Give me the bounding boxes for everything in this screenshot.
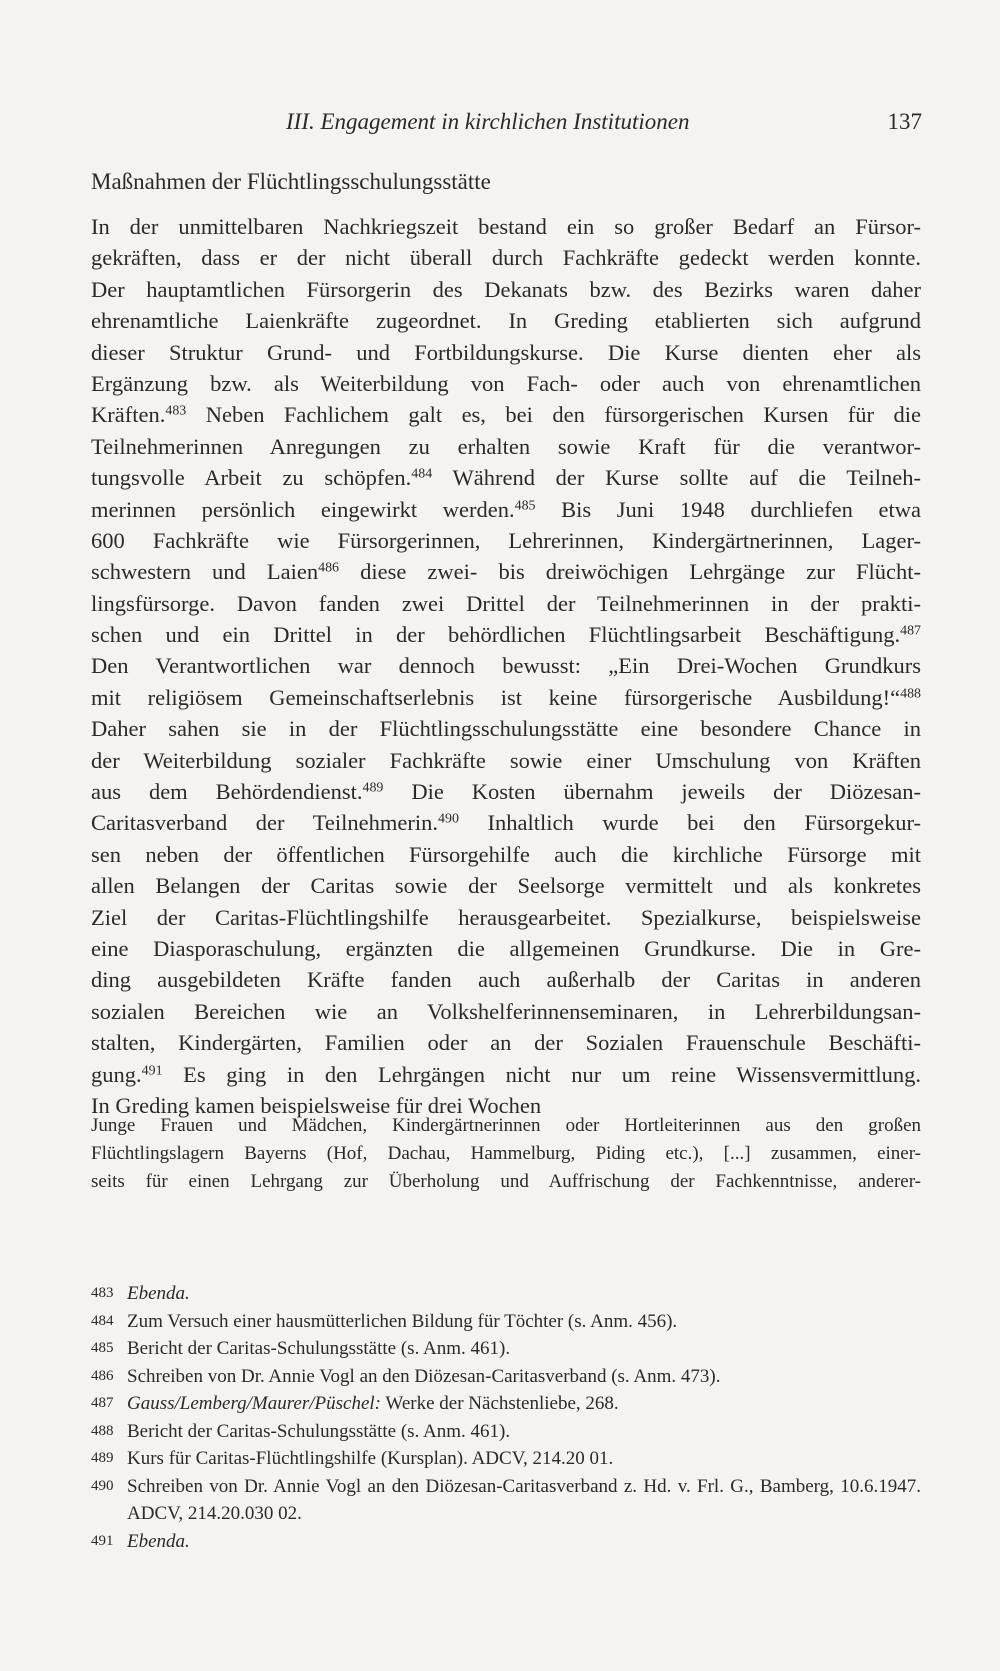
footnote-ref: 489 [362, 780, 384, 796]
running-title: III. Engagement in kirchlichen Institutionen [286, 109, 690, 134]
footnote-number: 488 [91, 1422, 114, 1439]
footnote [91, 1390, 921, 1418]
body-line: mit religiösem Gemeinschaftserlebnis ist keine fürsorgerische Ausbildung!“$^{488}$ [91, 684, 921, 710]
footnote-text: Zum Versuch einer hausmütterlichen Bildung für Töchter (s. Anm. 456). [127, 1310, 678, 1332]
body-line: tungsvolle Arbeit zu schöpfen.$^{484}$ Während der Kurse sollte auf die Teilneh- [91, 465, 921, 491]
body-line: Teilnehmerinnen Anregungen zu erhalten sowie Kraft für die verantwor- [91, 433, 921, 459]
body-line: lingsfürsorge. Davon fanden zwei Drittel der Teilnehmerinnen in der prakti- [91, 590, 921, 616]
footnote-text [127, 1528, 921, 1556]
footnote [91, 1445, 921, 1473]
section-heading: Maßnahmen der Flüchtlingsschulungsstätte [91, 169, 491, 194]
body-line: aus dem Behördendienst.$^{489}$ Die Kosten übernahm jeweils der Diözesan- [91, 779, 921, 805]
body-line: Den Verantwortlichen war dennoch bewusst: „Ein Drei-Wochen Grundkurs [91, 653, 921, 679]
body-line: Der hauptamtlichen Fürsorgerin des Dekanats bzw. des Bezirks waren daher [91, 276, 921, 302]
running-header [286, 104, 922, 140]
footnote [91, 1280, 921, 1308]
footnote-number: 490 [91, 1477, 114, 1494]
footnote-author: Gauss/Lemberg/Maurer/Püschel: [127, 1393, 382, 1414]
footnote-text: Kurs für Caritas-Flüchtlingshilfe (Kursplan). ADCV, 214.20 01. [127, 1448, 614, 1469]
footnote [91, 1363, 921, 1391]
footnote-text: Bericht der Caritas-Schulungsstätte (s. Anm. 461). [127, 1420, 511, 1442]
body-line: sen neben der öffentlichen Fürsorgehilfe auch die kirchliche Fürsorge mit [91, 841, 921, 867]
body-line: sozialen Bereichen wie an Volkshelferinnenseminaren, in Lehrerbildungsan- [91, 998, 921, 1024]
footnote-ref: 491 [141, 1062, 163, 1078]
body-line: ehrenamtliche Laienkräfte zugeordnet. In Greding etablierten sich aufgrund [91, 308, 921, 334]
body-line: Ziel der Caritas-Flüchtlingshilfe herausgearbeitet. Spezialkurse, beispielsweise [91, 904, 921, 930]
footnotes [91, 1280, 921, 1555]
body-line: stalten, Kindergärten, Familien oder an der Sozialen Frauenschule Beschäfti- [91, 1030, 921, 1056]
footnote-author: Ebenda. [127, 1283, 190, 1304]
quote-line: seits für einen Lehrgang zur Überholung und Auffrischung der Fachkenntnisse, anderer- [91, 1171, 921, 1192]
footnote-number: 485 [91, 1340, 114, 1356]
body-line: allen Belangen der Caritas sowie der Seelsorge vermittelt und als konkretes [91, 873, 921, 899]
body-line: In Greding kamen beispielsweise für drei Wochen [91, 1092, 542, 1118]
body-line: dieser Struktur Grund- und Fortbildungskurse. Die Kurse dienten eher als [91, 339, 921, 365]
footnote-author: Ebenda. [127, 1530, 190, 1552]
page-number: 137 [887, 109, 922, 134]
footnote-ref: 488 [900, 686, 921, 702]
footnote-number: 491 [91, 1532, 114, 1549]
body-line: der Weiterbildung sozialer Fachkräfte sowie einer Umschulung von Kräften [91, 747, 921, 773]
footnote-text: Schreiben von Dr. Annie Vogl an den Diözesan-Caritasverband (s. Anm. 473). [127, 1365, 721, 1387]
footnote [91, 1473, 921, 1528]
footnote-ref: 485 [514, 497, 536, 513]
footnote [91, 1308, 921, 1336]
footnote [91, 1528, 921, 1556]
body-line: 600 Fachkräfte wie Fürsorgerinnen, Lehrerinnen, Kindergärtnerinnen, Lager- [91, 527, 921, 553]
footnote-number: 484 [91, 1312, 114, 1329]
body-line: Kräften.$^{483}$ Neben Fachlichem galt es, bei den fürsorgerischen Kursen für die [91, 402, 921, 428]
footnote-ref: 490 [438, 811, 459, 827]
footnote-text: Bericht der Caritas-Schulungsstätte (s. Anm. 461). [127, 1338, 511, 1359]
body-line: gekräften, dass er der nicht überall durch Fachkräfte gedeckt werden konnte. [91, 245, 921, 271]
footnote-text: Schreiben von Dr. Annie Vogl an den Diözesan-Caritasverband z. Hd. v. Frl. G., Bamberg, 10.6.1947. ADCV, 214.20.030 02. [127, 1475, 921, 1524]
quote-line: Flüchtlingslagern Bayerns (Hof, Dachau, Hammelburg, Piding etc.), [...] zusammen, einer- [91, 1143, 921, 1164]
footnote-ref: 483 [165, 403, 187, 419]
footnote-number: 483 [91, 1285, 114, 1301]
body-line: Ergänzung bzw. als Weiterbildung von Fach- oder auch von ehrenamtlichen [91, 370, 921, 396]
body-line: Caritasverband der Teilnehmerin.$^{490}$ Inhaltlich wurde bei den Fürsorgekur- [91, 810, 921, 836]
footnote-number: 486 [91, 1367, 114, 1384]
block-quote [91, 1112, 921, 1196]
body-line: eine Diasporaschulung, ergänzten die allgemeinen Grundkurse. Die in Gre- [91, 935, 921, 961]
body-line: schen und ein Drittel in der behördlichen Flüchtlingsarbeit Beschäftigung.$^{487}$ [91, 622, 921, 648]
footnote [91, 1418, 921, 1446]
body-line: ding ausgebildeten Kräfte fanden auch außerhalb der Caritas in anderen [91, 967, 921, 993]
footnote-number: 489 [91, 1450, 114, 1466]
body-line: schwestern und Laien$^{486}$ diese zwei- bis dreiwöchigen Lehrgänge zur Flücht- [91, 559, 922, 585]
body-line: Daher sahen sie in der Flüchtlingsschulungsstätte eine besondere Chance in [91, 716, 921, 742]
footnote-ref: 484 [411, 466, 433, 482]
footnote-ref: 486 [318, 560, 340, 576]
body-line: In der unmittelbaren Nachkriegszeit bestand ein so großer Bedarf an Fürsor- [91, 214, 921, 239]
body-line: gung.$^{491}$ Es ging in den Lehrgängen nicht nur um reine Wissensvermittlung. [91, 1061, 921, 1087]
body-text [91, 211, 921, 1121]
footnote-ref: 487 [900, 623, 921, 639]
footnote-number: 487 [91, 1395, 114, 1411]
body-line: merinnen persönlich eingewirkt werden.$^{485}$ Bis Juni 1948 durchliefen etwa [91, 496, 921, 522]
footnote-text: Gauss/Lemberg/Maurer/Püschel: Werke der Nächstenliebe, 268. [127, 1393, 619, 1414]
quote-line: Junge Frauen und Mädchen, Kindergärtnerinnen oder Hortleiterinnen aus den großen [91, 1115, 921, 1136]
footnote-text [127, 1280, 921, 1308]
footnote [91, 1335, 921, 1363]
